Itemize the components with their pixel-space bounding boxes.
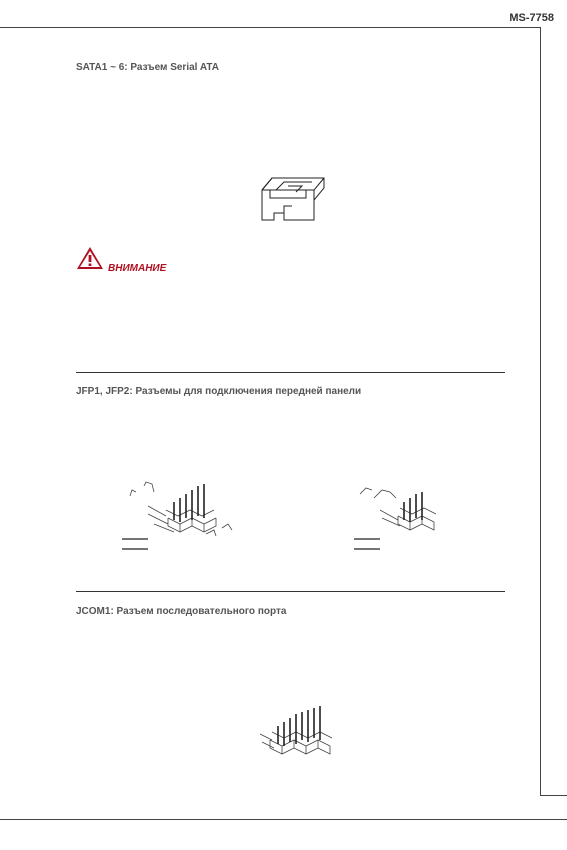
section-title-front-panel: JFP1, JFP2: Разъемы для подключения передней панели bbox=[76, 386, 362, 397]
right-rule bbox=[540, 27, 541, 795]
page-tab bbox=[540, 795, 567, 820]
section-divider bbox=[76, 372, 505, 373]
sata-connector-diagram bbox=[256, 168, 328, 226]
jfp2-header-diagram bbox=[352, 478, 444, 554]
warning-label: ВНИМАНИЕ bbox=[108, 263, 167, 274]
warning-triangle-icon bbox=[76, 246, 104, 270]
section-title-sata: SATA1 ~ 6: Разъем Serial ATA bbox=[76, 62, 219, 73]
top-rule bbox=[0, 27, 541, 28]
section-title-serial-port: JCOM1: Разъем последовательного порта bbox=[76, 606, 287, 617]
jfp1-header-diagram bbox=[118, 476, 240, 554]
section-divider bbox=[76, 591, 505, 592]
model-number: MS-7758 bbox=[509, 12, 554, 24]
bottom-rule bbox=[0, 819, 567, 820]
jcom1-header-diagram bbox=[258, 704, 338, 756]
